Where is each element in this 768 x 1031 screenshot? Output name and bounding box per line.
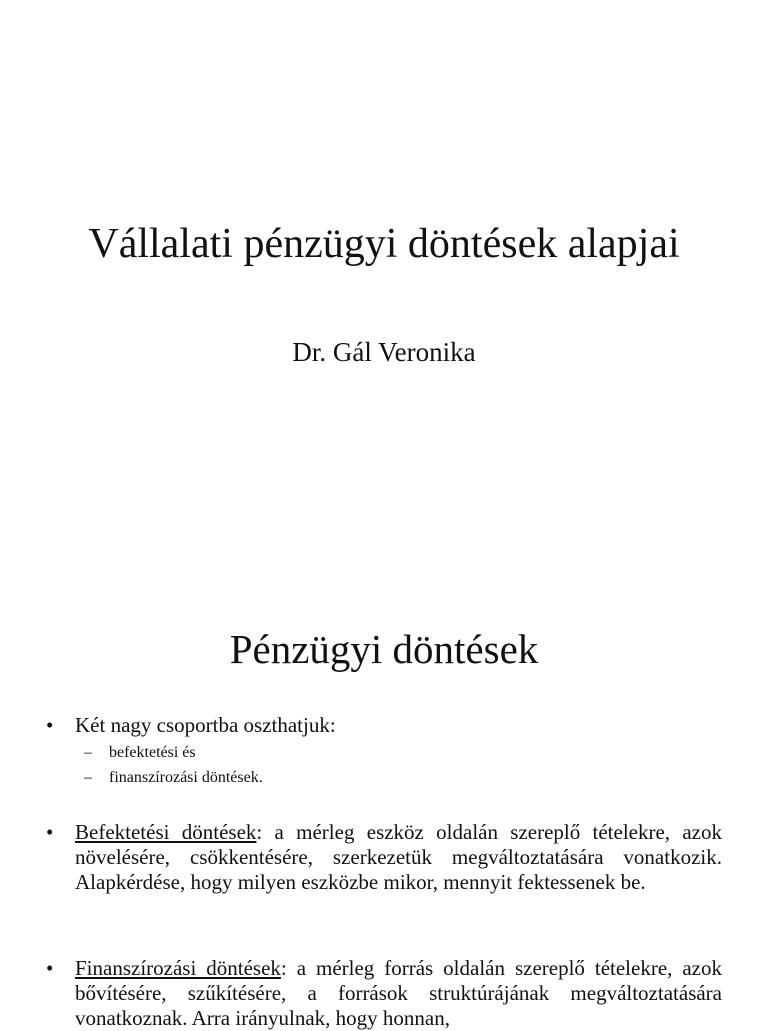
sub-list (44, 740, 722, 790)
bullet-item-investment (44, 820, 722, 895)
dash-icon: – (84, 769, 92, 786)
bullet-icon: • (46, 713, 54, 737)
bullet-icon: • (46, 820, 54, 844)
sub-item-text: finanszírozási döntések. (109, 769, 263, 786)
slide-title: Vállalati pénzügyi döntések alapjai (88, 221, 680, 267)
bullet-icon: • (46, 956, 54, 980)
financing-bullet-block (44, 956, 722, 1031)
term-investment-decisions: Befektetési döntések (75, 820, 257, 844)
investment-bullet-block (44, 820, 722, 895)
sub-item-financing (84, 765, 722, 790)
bullet-text: : a mérleg forrás oldalán szereplő tételekre, azok bővítésére, szűkítésére, a források struktúrájának megváltoztatására vonatkoznak. Arra irányulnak, hogy honnan, (75, 956, 722, 1030)
sub-item-text: befektetési és (109, 744, 196, 761)
bullet-text: Két nagy csoportba oszthatjuk: (75, 713, 336, 737)
author-name: Dr. Gál Veronika (292, 337, 476, 367)
bullet-item-intro (44, 713, 722, 738)
intro-bullet-block (44, 713, 722, 790)
dash-icon: – (84, 744, 92, 761)
bullet-item-financing (44, 956, 722, 1031)
bullet-text: : a mérleg eszköz oldalán szereplő tételekre, azok növelésére, csökkentésére, szerkezetük megváltoztatására vonatkozik. Alapkérdése, hogy milyen eszközbe mikor, mennyit fektessenek be. (75, 820, 722, 894)
term-financing-decisions: Finanszírozási döntések (75, 956, 281, 980)
sub-item-investment (84, 740, 722, 765)
section-title: Pénzügyi döntések (229, 626, 539, 672)
